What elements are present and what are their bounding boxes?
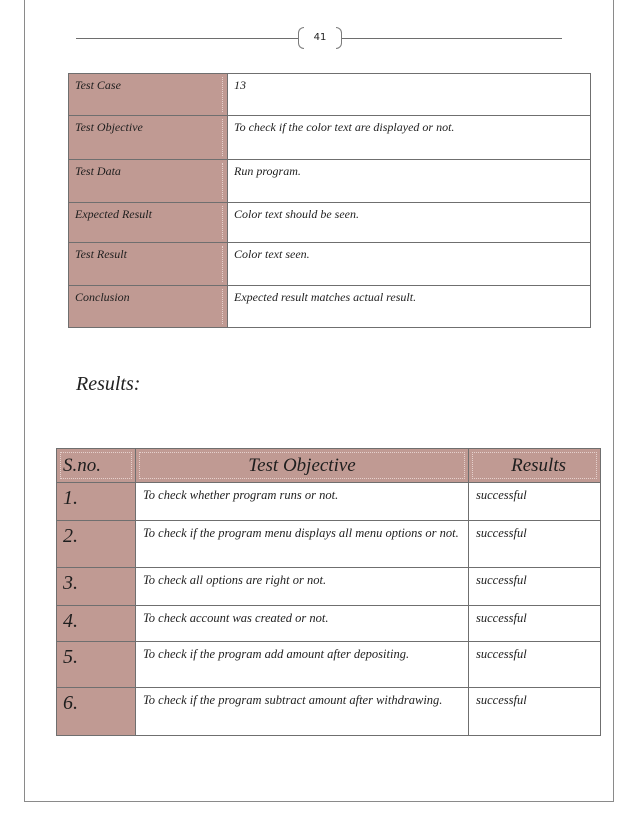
column-header-objective: Test Objective <box>136 449 469 483</box>
row-label: Test Result <box>69 243 228 286</box>
row-number: 4. <box>57 606 136 642</box>
row-objective: To check all options are right or not. <box>136 568 469 606</box>
row-label: Expected Result <box>69 203 228 243</box>
table-row <box>57 521 601 568</box>
results-table <box>56 448 601 736</box>
table-row <box>57 688 601 736</box>
header-rule-left <box>76 38 298 39</box>
test-case-row <box>69 74 591 116</box>
table-row <box>57 642 601 688</box>
left-bracket-icon <box>298 27 304 49</box>
test-data-row <box>69 160 591 203</box>
row-number: 2. <box>57 521 136 568</box>
row-number: 6. <box>57 688 136 736</box>
conclusion-row <box>69 286 591 328</box>
row-number: 1. <box>57 483 136 521</box>
row-label: Test Case <box>69 74 228 116</box>
test-case-table <box>68 73 591 328</box>
row-result: successful <box>469 642 601 688</box>
row-number: 5. <box>57 642 136 688</box>
page-number <box>298 27 342 49</box>
row-objective: To check if the program subtract amount after withdrawing. <box>136 688 469 736</box>
row-objective: To check account was created or not. <box>136 606 469 642</box>
page-number-text: 41 <box>313 32 327 43</box>
table-row <box>57 568 601 606</box>
row-value: Expected result matches actual result. <box>228 286 591 328</box>
row-objective: To check if the program menu displays all menu options or not. <box>136 521 469 568</box>
row-result: successful <box>469 688 601 736</box>
right-bracket-icon <box>336 27 342 49</box>
column-header-sno: S.no. <box>57 449 136 483</box>
row-objective: To check whether program runs or not. <box>136 483 469 521</box>
test-result-row <box>69 243 591 286</box>
column-header-results: Results <box>469 449 601 483</box>
table-row <box>57 483 601 521</box>
table-row <box>57 606 601 642</box>
results-heading: Results: <box>76 373 141 395</box>
row-label: Test Objective <box>69 116 228 160</box>
results-header-row <box>57 449 601 483</box>
row-value: Run program. <box>228 160 591 203</box>
row-number: 3. <box>57 568 136 606</box>
row-result: successful <box>469 483 601 521</box>
row-value: 13 <box>228 74 591 116</box>
row-objective: To check if the program add amount after depositing. <box>136 642 469 688</box>
row-label: Conclusion <box>69 286 228 328</box>
row-result: successful <box>469 568 601 606</box>
test-objective-row <box>69 116 591 160</box>
row-value: Color text seen. <box>228 243 591 286</box>
row-label: Test Data <box>69 160 228 203</box>
row-value: To check if the color text are displayed or not. <box>228 116 591 160</box>
header-rule-right <box>342 38 562 39</box>
row-result: successful <box>469 521 601 568</box>
expected-result-row <box>69 203 591 243</box>
row-result: successful <box>469 606 601 642</box>
row-value: Color text should be seen. <box>228 203 591 243</box>
